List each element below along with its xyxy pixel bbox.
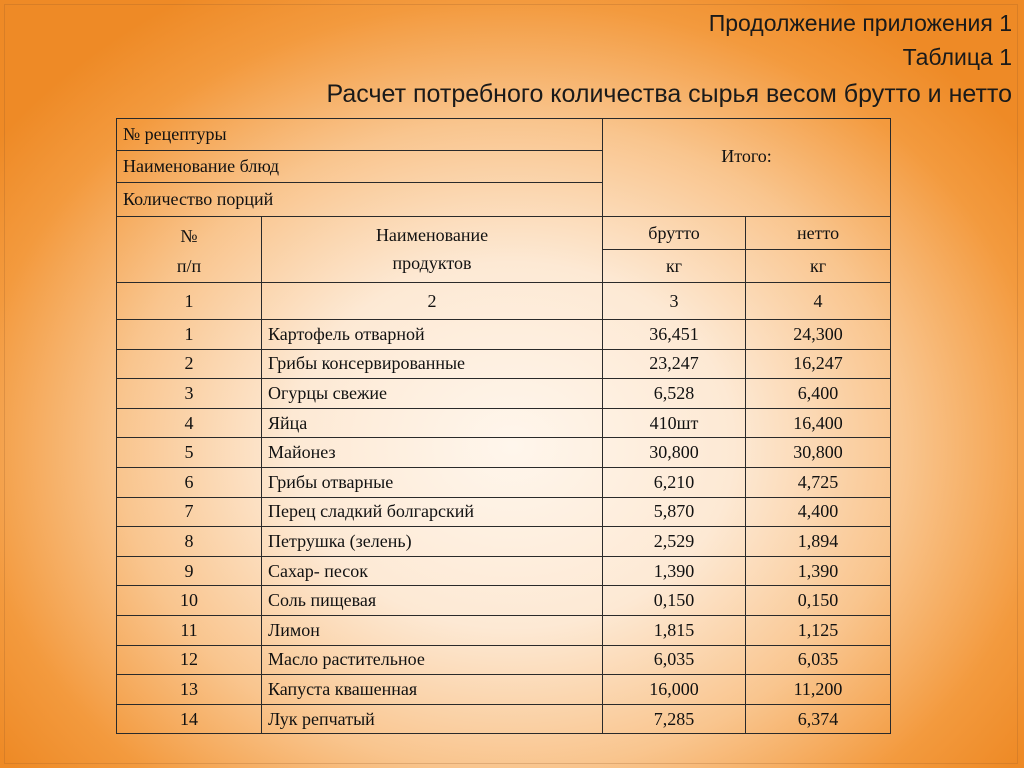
- brutto-value: 23,247: [603, 349, 746, 379]
- netto-value: 30,800: [746, 438, 891, 468]
- product-name: Сахар- песок: [262, 556, 603, 586]
- raw-materials-table: [116, 118, 891, 734]
- product-name: Капуста квашенная: [262, 675, 603, 705]
- table-row: [117, 586, 891, 616]
- row-number: 7: [117, 497, 262, 527]
- row-number: 13: [117, 675, 262, 705]
- row-number: 4: [117, 408, 262, 438]
- col-header-product-name: Наименование продуктов: [262, 217, 603, 283]
- brutto-value: 1,815: [603, 615, 746, 645]
- unit-netto: кг: [746, 250, 891, 283]
- brutto-value: 6,035: [603, 645, 746, 675]
- brutto-value: 6,528: [603, 379, 746, 409]
- table-row: [117, 645, 891, 675]
- brutto-value: 410шт: [603, 408, 746, 438]
- product-name: Майонез: [262, 438, 603, 468]
- unit-brutto: кг: [603, 250, 746, 283]
- row-number: 2: [117, 349, 262, 379]
- table-row: [117, 497, 891, 527]
- row-number: 10: [117, 586, 262, 616]
- brutto-value: 0,150: [603, 586, 746, 616]
- product-name: Картофель отварной: [262, 320, 603, 350]
- column-number: 2: [262, 283, 603, 320]
- table-row: [117, 349, 891, 379]
- netto-value: 4,400: [746, 497, 891, 527]
- brutto-value: 30,800: [603, 438, 746, 468]
- total-label: Итого:: [721, 145, 772, 166]
- row-number: 5: [117, 438, 262, 468]
- product-name: Яйца: [262, 408, 603, 438]
- table-row: [117, 408, 891, 438]
- row-number: 11: [117, 615, 262, 645]
- col-header-netto: нетто: [746, 217, 891, 250]
- portions-label: Количество порций: [117, 183, 603, 217]
- row-number: 8: [117, 527, 262, 557]
- table-row: [117, 615, 891, 645]
- product-name: Грибы консервированные: [262, 349, 603, 379]
- brutto-value: 36,451: [603, 320, 746, 350]
- row-number: 14: [117, 704, 262, 734]
- product-name: Огурцы свежие: [262, 379, 603, 409]
- product-name: Лимон: [262, 615, 603, 645]
- netto-value: 6,035: [746, 645, 891, 675]
- table-row: [117, 467, 891, 497]
- total-cell: [603, 119, 891, 217]
- netto-value: 1,390: [746, 556, 891, 586]
- row-number: 9: [117, 556, 262, 586]
- appendix-continuation-label: Продолжение приложения 1: [708, 10, 1012, 36]
- product-name: Лук репчатый: [262, 704, 603, 734]
- row-number: 3: [117, 379, 262, 409]
- netto-value: 6,374: [746, 704, 891, 734]
- product-name: Грибы отварные: [262, 467, 603, 497]
- netto-value: 1,125: [746, 615, 891, 645]
- product-name: Соль пищевая: [262, 586, 603, 616]
- product-name: Перец сладкий болгарский: [262, 497, 603, 527]
- column-number: 4: [746, 283, 891, 320]
- row-number: 1: [117, 320, 262, 350]
- netto-value: 16,247: [746, 349, 891, 379]
- column-number: 3: [603, 283, 746, 320]
- netto-value: 1,894: [746, 527, 891, 557]
- dish-name-label: Наименование блюд: [117, 151, 603, 183]
- column-number: 1: [117, 283, 262, 320]
- col-header-number: № п/п: [117, 217, 262, 283]
- netto-value: 24,300: [746, 320, 891, 350]
- row-number: 12: [117, 645, 262, 675]
- row-number: 6: [117, 467, 262, 497]
- table-row: [117, 704, 891, 734]
- brutto-value: 1,390: [603, 556, 746, 586]
- product-name: Петрушка (зелень): [262, 527, 603, 557]
- brutto-value: 7,285: [603, 704, 746, 734]
- brutto-value: 5,870: [603, 497, 746, 527]
- netto-value: 16,400: [746, 408, 891, 438]
- netto-value: 11,200: [746, 675, 891, 705]
- brutto-value: 2,529: [603, 527, 746, 557]
- product-name: Масло растительное: [262, 645, 603, 675]
- page-title: Расчет потребного количества сырья весом брутто и нетто: [326, 80, 1012, 108]
- brutto-value: 6,210: [603, 467, 746, 497]
- netto-value: 6,400: [746, 379, 891, 409]
- table-row: [117, 438, 891, 468]
- column-number-row: [117, 283, 891, 320]
- table-row: [117, 527, 891, 557]
- brutto-value: 16,000: [603, 675, 746, 705]
- netto-value: 4,725: [746, 467, 891, 497]
- col-header-brutto: брутто: [603, 217, 746, 250]
- netto-value: 0,150: [746, 586, 891, 616]
- table-row: [117, 320, 891, 350]
- recipe-number-label: № рецептуры: [117, 119, 603, 151]
- table-row: [117, 675, 891, 705]
- table-number-label: Таблица 1: [902, 44, 1012, 70]
- table-row: [117, 556, 891, 586]
- table-row: [117, 379, 891, 409]
